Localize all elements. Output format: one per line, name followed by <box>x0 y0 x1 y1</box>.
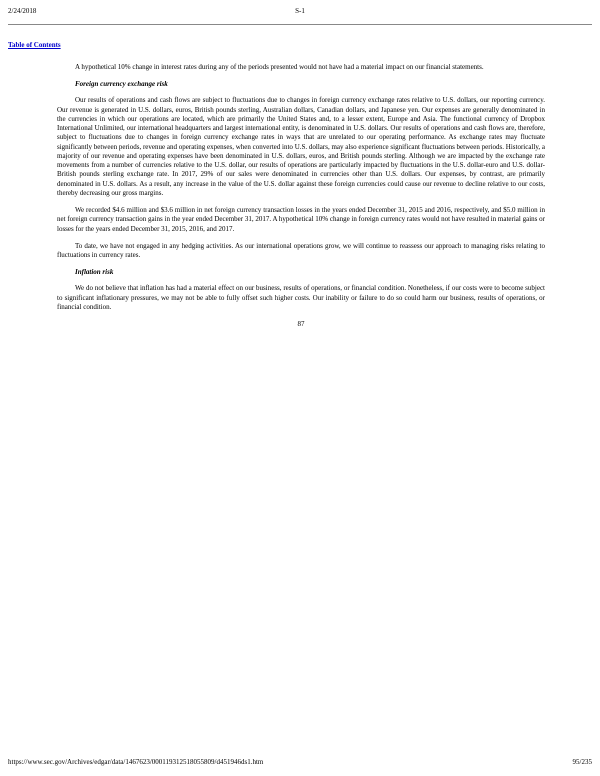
inflation-paragraph: We do not believe that inflation has had a material effect on our business, results of operations, or financial condition. Nonetheless, if our costs were to become subject to significant inflationary pressures, we may not be able to fully offset such higher costs. Our inability or failure to do so could harm our business, results of operations, or financial condition. <box>57 284 545 311</box>
document-title: S-1 <box>295 7 305 15</box>
print-footer <box>8 758 592 766</box>
table-of-contents-link[interactable]: Table of Contents <box>8 41 61 49</box>
header-divider <box>8 24 592 25</box>
page-number: 87 <box>297 320 305 329</box>
source-url: https://www.sec.gov/Archives/edgar/data/1467623/000119312518055809/d451946ds1.htm <box>8 757 264 766</box>
interest-rate-paragraph: A hypothetical 10% change in interest rates during any of the periods presented would not have had a material impact on our financial statements. <box>75 63 484 71</box>
print-header-spacer <box>397 7 592 15</box>
print-date: 2/24/2018 <box>8 7 37 15</box>
foreign-currency-paragraph-2: We recorded $4.6 million and $3.6 million in net foreign currency transaction losses in the years ended December 31, 2015 and 2016, respectively, and $5.0 million in net foreign currency transaction gains in the year ended December 31, 2017. A hypothetical 10% change in foreign currency rates would not have resulted in material gains or losses for the years ended December 31, 2015, 2016, and 2017. <box>57 206 545 233</box>
print-header <box>8 7 592 15</box>
page-indicator: 95/235 <box>572 757 592 766</box>
foreign-currency-paragraph-1: Our results of operations and cash flows are subject to fluctuations due to changes in foreign currency exchange rates relative to U.S. dollars, our reporting currency. Our revenue is generated in U.S. dollars, euros, British pounds sterling, Australian dollars, Canadian dollars, and Japanese yen. Our expenses are generally denominated in the currencies in which our operations are located, which are primarily the United States and, to a lesser extent, Europe and Asia. The functional currency of Dropbox International Unlimited, our international headquarters and largest international entity, is denominated in U.S. dollars. Our results of operations and cash flows are, therefore, subject to fluctuations due to changes in foreign currency exchange rates in ways that are unrelated to our operating performance. As exchange rates may fluctuate significantly between periods, revenue and operating expenses, when converted into U.S. dollars, may also experience significant fluctuations between periods. Historically, a majority of our revenue and operating expenses have been denominated in U.S. dollars, euros, and British pounds sterling. Although we are impacted by the exchange rate movements from a number of currencies relative to the U.S. dollar, our results of operations are particularly impacted by fluctuations in the U.S. dollar-euro and U.S. dollar-British pounds sterling exchange rate. In 2017, 29% of our sales were denominated in currencies other than U.S. dollars. Our expenses, by contrast, are primarily denominated in U.S. dollars. As a result, any increase in the value of the U.S. dollar against these foreign currencies could cause our revenue to decline relative to our costs, thereby decreasing our gross margins. <box>57 96 545 197</box>
document-body <box>57 63 545 329</box>
inflation-risk-heading: Inflation risk <box>75 268 114 277</box>
foreign-currency-paragraph-3: To date, we have not engaged in any hedging activities. As our international operations grow, we will continue to reassess our approach to managing risks relating to fluctuations in currency rates. <box>57 241 545 259</box>
foreign-currency-risk-heading: Foreign currency exchange risk <box>75 80 168 89</box>
